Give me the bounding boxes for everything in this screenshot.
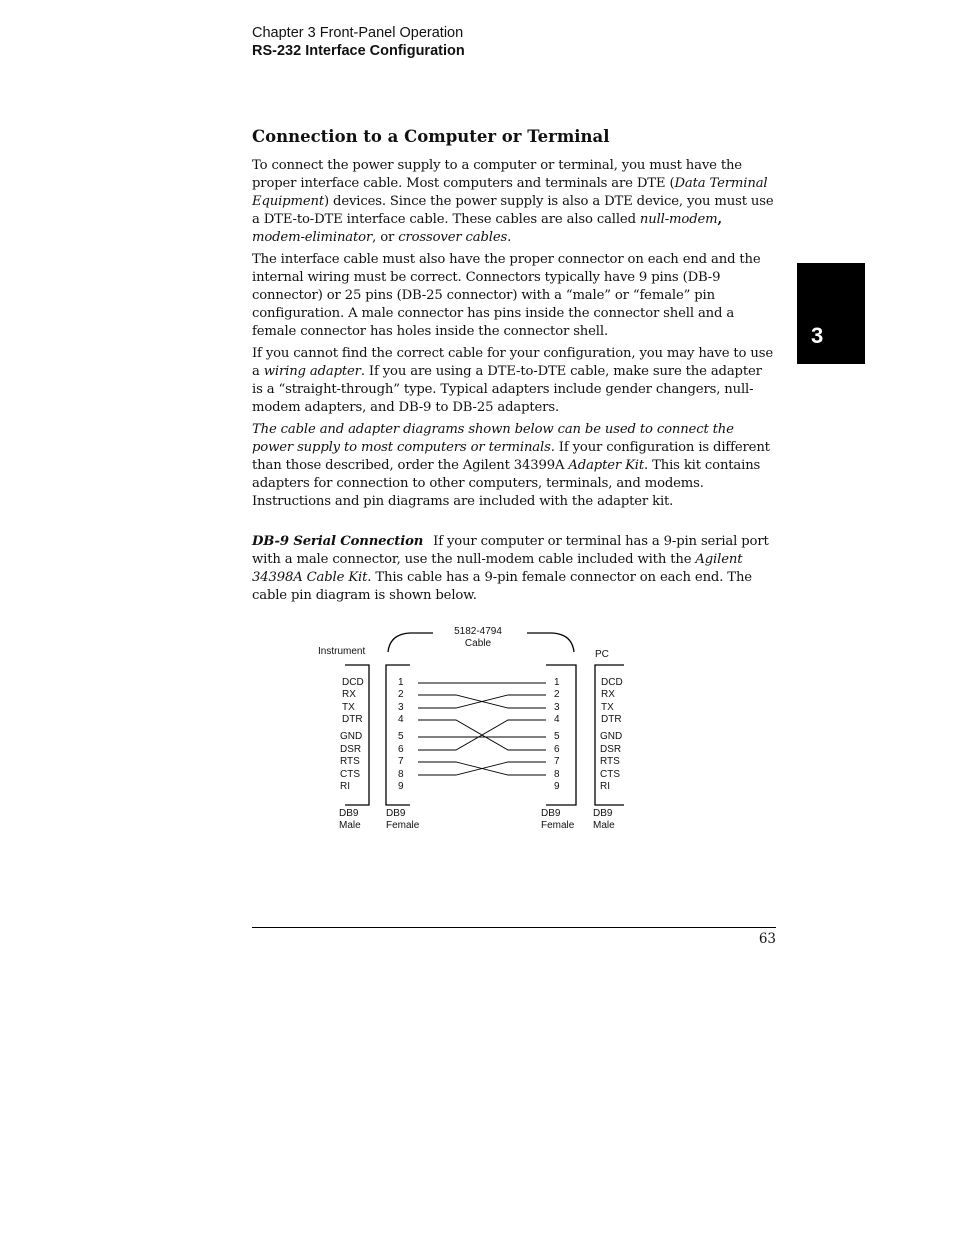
signal-label-right: DSR <box>600 744 622 755</box>
pin-number-left: 7 <box>398 756 404 767</box>
run-in-heading: DB-9 Serial Connection <box>252 534 424 549</box>
wire-group <box>418 683 546 775</box>
pin-number-right: 1 <box>554 677 560 688</box>
signal-label-left: DSR <box>340 744 362 755</box>
pin-number-left: 9 <box>398 781 404 792</box>
pin-number-right: 7 <box>554 756 560 767</box>
signal-label-right: DTR <box>601 714 622 725</box>
connector-label-right-inner: DB9 Female <box>541 808 575 832</box>
pin-number-left: 4 <box>398 714 404 725</box>
signal-label-right: DCD <box>601 677 623 688</box>
instrument-label: Instrument <box>318 646 366 657</box>
pin-number-left: 6 <box>398 744 404 755</box>
paragraph-3: If you cannot find the correct cable for your configuration, you may have to use a wiring adapter. If you are using a DTE-to-DTE cable, make sure the adapter is a “straight-through” type. Typical adapters include gender changers, null-modem adapters, and DB-9 to DB-25 adapters. <box>252 346 773 415</box>
cable-bracket-right <box>527 633 574 652</box>
paragraph-5: DB-9 Serial Connection If your computer or terminal has a 9-pin serial port with a male connector, use the null-modem cable included with the Agilent 34398A Cable Kit. This cable has a 9-pin female connector on each end. The cable pin diagram is shown below. <box>252 534 769 603</box>
signal-label-right: RX <box>601 689 615 700</box>
signal-label-left: RTS <box>340 756 360 767</box>
signal-label-left: GND <box>340 731 363 742</box>
signal-label-right: TX <box>601 702 614 713</box>
signal-label-left: TX <box>342 702 355 713</box>
pin-number-right: 9 <box>554 781 560 792</box>
section-title: RS-232 Interface Configuration <box>252 43 465 59</box>
signal-label-right: RI <box>600 781 610 792</box>
pin-number-right: 4 <box>554 714 560 725</box>
pin-number-left: 8 <box>398 769 404 780</box>
signal-label-left: DTR <box>342 714 363 725</box>
cable-part-label: 5182-4794 Cable <box>454 626 502 650</box>
footer-rule <box>252 927 776 928</box>
paragraph-4: The cable and adapter diagrams shown below can be used to connect the power supply to most computers or terminals. If your configuration is different than those described, order the Agilent 34399A Adapter Kit. This kit contains adapters for connection to other computers, terminals, and modems. Instructions and pin diagrams are included with the adapter kit. <box>252 422 770 509</box>
paragraph-1: To connect the power supply to a computer or terminal, you must have the proper interface cable. Most computers and terminals are DTE (Data Terminal Equipment) devices. Since the power supply is also a DTE device, you must use a DTE-to-DTE interface cable. These cables are also called null-modem, modem-eliminator, or crossover cables. <box>252 158 774 245</box>
signal-label-right: RTS <box>600 756 620 767</box>
pin-number-left: 5 <box>398 731 404 742</box>
connector-label-left-outer: DB9 Male <box>339 808 361 832</box>
pin-number-left: 2 <box>398 689 404 700</box>
pin-number-right: 2 <box>554 689 560 700</box>
chapter-tab-number: 3 <box>811 323 824 348</box>
connector-right-inner <box>546 665 576 805</box>
pc-label: PC <box>595 649 609 660</box>
signal-label-right: CTS <box>600 769 620 780</box>
signal-label-left: CTS <box>340 769 360 780</box>
cable-bracket-left <box>388 633 433 652</box>
page-number: 63 <box>758 931 776 947</box>
signal-label-left: RI <box>340 781 350 792</box>
pin-number-right: 6 <box>554 744 560 755</box>
signal-label-left: RX <box>342 689 356 700</box>
signal-label-left: DCD <box>342 677 364 688</box>
wire <box>418 720 546 750</box>
pin-number-left: 1 <box>398 677 404 688</box>
pin-number-right: 3 <box>554 702 560 713</box>
paragraph-2: The interface cable must also have the proper connector on each end and the internal wiring must be correct. Connectors typically have 9 pins (DB-9 connector) or 25 pins (DB-25 connector) with a “male” or “female” pin configuration. A male connector has pins inside the connector shell and a female connector has holes inside the connector shell. <box>252 252 761 339</box>
section-heading: Connection to a Computer or Terminal <box>252 127 610 146</box>
connector-label-left-inner: DB9 Female <box>386 808 420 832</box>
signal-label-right: GND <box>600 731 623 742</box>
pin-number-right: 5 <box>554 731 560 742</box>
pin-number-right: 8 <box>554 769 560 780</box>
wire <box>418 762 546 775</box>
pin-number-left: 3 <box>398 702 404 713</box>
connector-label-right-outer: DB9 Male <box>593 808 615 832</box>
wire <box>418 695 546 708</box>
chapter-title: Chapter 3 Front-Panel Operation <box>252 25 464 41</box>
